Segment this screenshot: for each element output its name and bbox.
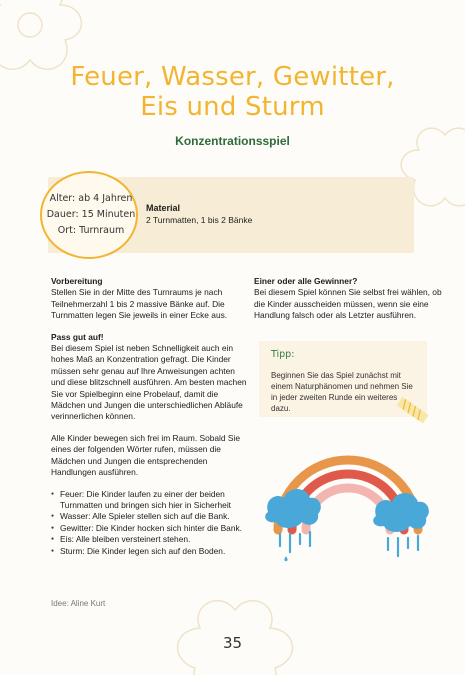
rainbow-illustration [258, 420, 438, 580]
age-info: Alter: ab 4 Jahren [49, 193, 133, 204]
list-item: ● Eis: Alle bleiben versteinert stehen. [51, 534, 247, 545]
material-text: 2 Turnmatten, 1 bis 2 Bänke [146, 215, 253, 225]
duration-info: Dauer: 15 Minuten [46, 209, 136, 220]
page-title-line-1: Feuer, Wasser, Gewitter, [70, 62, 395, 92]
bewegen-text: Alle Kinder bewegen sich frei im Raum. Sobald Sie eines der folgenden Wörter rufen, müssen die Mädchen und Jungen die entsprechenden Handlungen ausführen. [51, 432, 240, 478]
passauf-text: Bei diesem Spiel ist neben Schnelligkeit auch ein hohes Maß an Konzentration gefragt. Die Kinder müssen sehr genau auf Ihre Anweisungen achten und diese blitzschnell ausführen. Am besten machen Sie vor Spielbeginn eine Probelauf, damit die Mädchen und Jungen die unterschiedlichen Abläufe verinnerlichen können. [51, 343, 247, 422]
tip-text: Beginnen Sie das Spiel zunächst mit einem Naturphänomen und nehmen Sie in jeder zweiten Runde ein weiteres dazu. [271, 371, 413, 413]
list-item: ● Feuer: Die Kinder laufen zu einer der beiden Turnmatten und bringen sich hier in Sicherheit [51, 489, 247, 512]
list-item: ● Sturm: Die Kinder legen sich auf den Boden. [51, 546, 247, 557]
page-subtitle: Konzentrationsspiel [175, 134, 290, 148]
left-column [51, 276, 247, 557]
material-label: Material [146, 203, 181, 213]
page-title-line-2: Eis und Sturm [140, 92, 325, 122]
location-info: Ort: Turnraum [57, 225, 125, 236]
list-item: ● Wasser: Alle Spieler stellen sich auf die Bank. [51, 511, 247, 522]
info-circle [40, 171, 138, 259]
tip-title: Tipp: [271, 349, 295, 360]
vorbereitung-text: Stellen Sie in der Mitte des Turnraums je nach Teilnehmerzahl 1 bis 2 massive Bänke auf. Die Turnmatten legen Sie jeweils in einer Ecke aus. [51, 287, 228, 321]
list-item: ● Gewitter: Die Kinder hocken sich hinter die Bank. [51, 523, 247, 534]
author-credit: Idee: Aline Kurt [51, 599, 106, 608]
vorbereitung-heading: Vorbereitung [51, 276, 103, 286]
cloud-icon [373, 493, 429, 556]
right-column [254, 276, 444, 322]
flower-outline-icon [170, 590, 300, 675]
page-number: 35 [222, 634, 243, 652]
gewinner-text: Bei diesem Spiel können Sie selbst frei wählen, ob die Kinder ausscheiden müssen, wenn sie eine Handlung falsch oder als Letzter ausführen. [254, 287, 442, 321]
call-word-list [51, 489, 247, 557]
passauf-heading: Pass gut auf! [51, 331, 104, 342]
gewinner-heading: Einer oder alle Gewinner? [254, 276, 358, 286]
cloud-icon [265, 489, 321, 560]
